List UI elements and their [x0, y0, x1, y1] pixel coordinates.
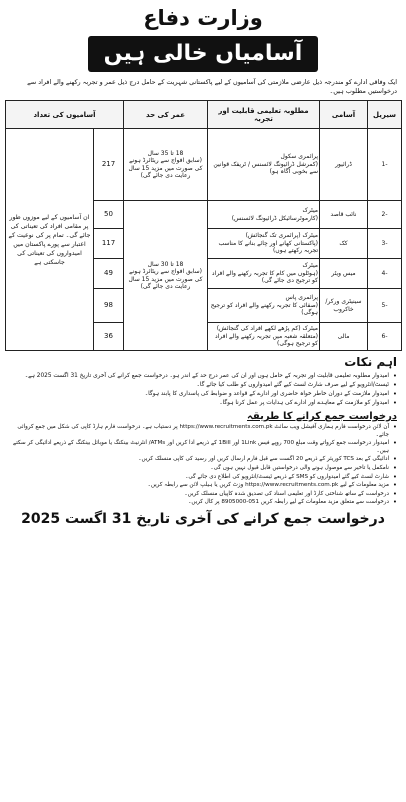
- jobs-table: [5, 100, 402, 351]
- how-to-apply-heading: درخواست جمع کرانے کا طریقہ: [247, 411, 397, 422]
- serial-cell: -2: [368, 201, 402, 229]
- count-cell: 98: [94, 289, 124, 323]
- serial-cell: -1: [368, 129, 402, 201]
- age-cell: 18 تا 35 سال (سابق افواج سے ریٹائرڈ ہونے کی صورت میں مزید 15 سال رعایت دی جائے گی): [124, 129, 208, 201]
- serial-cell: -6: [368, 323, 402, 351]
- count-cell: 50: [94, 201, 124, 229]
- list-item: • درخواست کے ساتھ شناختی کارڈ اور تعلیمی اسناد کی تصدیق شدہ کاپیاں منسلک کریں۔: [9, 491, 397, 499]
- list-item: • ٹیسٹ/انٹرویو کے لیے صرف شارٹ لسٹ کیے گئے امیدواروں کو طلب کیا جائے گا۔: [9, 381, 397, 389]
- qualification-cell: پرائمری پاس (صفائی کا تجربہ رکھنے والے افراد کو ترجیح ہوگی): [208, 289, 320, 323]
- header-serial: سیریل: [368, 101, 402, 129]
- serial-cell: -3: [368, 229, 402, 259]
- posting-note: ان آسامیوں کے لیے موزوں طور پر مقامی افراد کی تعیناتی کی جائے گی۔ تمام پر کی نوعیت کے اعتبار سے پورے پاکستان میں امیدواروں کی تعیناتی کی جاسکتی ہے: [6, 129, 94, 351]
- list-item: • امیدوار کو ملازمت کے معاہدے اور ادارے کی ہدایات پر عمل کرنا ہوگا۔: [9, 399, 397, 407]
- list-item: • شارٹ لسٹ کیے گئے امیدواروں کو SMS کے ذریعے ٹیسٹ/انٹرویو کی اطلاع دی جائے گی۔: [9, 474, 397, 482]
- intro-text: ایک وفاقی ادارے کو مندرجہ ذیل عارضی ملازمتی کی آسامیوں کے لیے پاکستانی شہریت کے حامل درج ذیل عمر و تجربہ رکھنے والے افراد سے درخواستیں مطلوب ہیں۔: [27, 78, 397, 95]
- serial-cell: -5: [368, 289, 402, 323]
- header-qualification: مطلوبہ تعلیمی قابلیت اور تجربہ: [208, 101, 320, 129]
- count-cell: 117: [94, 229, 124, 259]
- count-cell: 36: [94, 323, 124, 351]
- list-item: • درخواست سے متعلق مزید معلومات کے لیے رابطہ کریں 051-8905000 پر کال کریں۔: [9, 499, 397, 507]
- list-item: • امیدوار ملازمت کے دوران خاطر خواہ حاضری اور ادارے کے قواعد و ضوابط کی پاسداری کا پابند ہوگا۔: [9, 390, 397, 398]
- ministry-title: وزارت دفاع: [143, 6, 263, 30]
- table-row: [6, 129, 402, 201]
- age-cell: 18 تا 30 سال (سابق افواج سے ریٹائرڈ ہونے کی صورت میں مزید 15 سال رعایت دی جائے گی): [124, 201, 208, 351]
- list-item: • نامکمل یا تاخیر سے موصول ہونے والی درخواستیں قابل قبول نہیں ہوں گی۔: [9, 465, 397, 473]
- post-cell: مالی: [320, 323, 368, 351]
- advertisement: [5, 4, 401, 794]
- important-notes-list: [5, 372, 401, 407]
- list-item: • مزید معلومات کے لیے https://www.recruitments.com.pk وزٹ کریں یا ہیلپ لائن سے رابطہ کریں۔: [9, 482, 397, 490]
- table-header-row: [6, 101, 402, 129]
- qualification-cell: میٹرک (کارموٹرسائیکل ڈرائیونگ لائسنس): [208, 201, 320, 229]
- how-to-apply-list: [5, 424, 401, 507]
- list-item: • امیدوار درخواست جمع کرواتے وقت مبلغ 700 روپے فیس 1Link اور 1Bill کے ذریعے ادا کریں اور ATMs/ انٹرنیٹ بینکنگ یا موبائل بینکنگ کے ذریعے ادائیگی کر سکتے ہیں۔: [9, 440, 397, 455]
- post-cell: سینیٹری ورکر/ خاکروب: [320, 289, 368, 323]
- qualification-cell: میٹرک (پرائمری تک گنجائش) (پاکستانی کھانے اور چائے بنانے کا مناسب تجربہ رکھتے ہوں): [208, 229, 320, 259]
- post-cell: کک: [320, 229, 368, 259]
- qualification-cell: میٹرک (کم پڑھے لکھے افراد کی گنجائش) (متعلقہ شعبہ میں تجربہ رکھنے والے افراد کو ترجیح ہوگی): [208, 323, 320, 351]
- header-post: آسامی: [320, 101, 368, 129]
- count-cell: 217: [94, 129, 124, 201]
- important-notes-heading: اہم نکات: [344, 355, 397, 369]
- post-cell: نائب قاصد: [320, 201, 368, 229]
- post-cell: میس ویٹر: [320, 259, 368, 289]
- deadline-footer: درخواست جمع کرانے کی آخری تاریخ 31 اگست 2025: [21, 510, 385, 527]
- count-cell: 49: [94, 259, 124, 289]
- list-item: • امیدوار مطلوبہ تعلیمی قابلیت اور تجربہ کے حامل ہوں اور ان کی عمر درج حد کے اندر ہو۔ درخواست جمع کرانے کی آخری تاریخ 31 اگست 2025 ہے۔: [9, 372, 397, 380]
- post-cell: ڈرائیور: [320, 129, 368, 201]
- list-item: • آن لائن درخواست فارم ہماری آفیشل ویب سائٹ https://www.recruitments.com.pk پر دستیاب ہے۔ درخواست فارم ہارڈ کاپی کی شکل میں جمع کروائی جائے۔: [9, 424, 397, 439]
- serial-cell: -4: [368, 259, 402, 289]
- qualification-cell: میٹرک (ہوٹلوں میں کام کا تجربہ رکھنے والے افراد کو ترجیح دی جائے گی): [208, 259, 320, 289]
- header-age: عمر کی حد: [124, 101, 208, 129]
- qualification-cell: پرائمری سکول (کمرشل ڈرائیونگ لائسنس / ٹریفک قوانین سے بخوبی آگاہ ہو): [208, 129, 320, 201]
- header-count: آسامیوں کی تعداد: [6, 101, 124, 129]
- list-item: • ادائیگی کے بعد TCS کوریئر کے ذریعے 20 اگست سے قبل فارم ارسال کریں اور رسید کی کاپی منسلک کریں۔: [9, 456, 397, 464]
- vacancies-banner: آسامیاں خالی ہیں: [88, 36, 318, 72]
